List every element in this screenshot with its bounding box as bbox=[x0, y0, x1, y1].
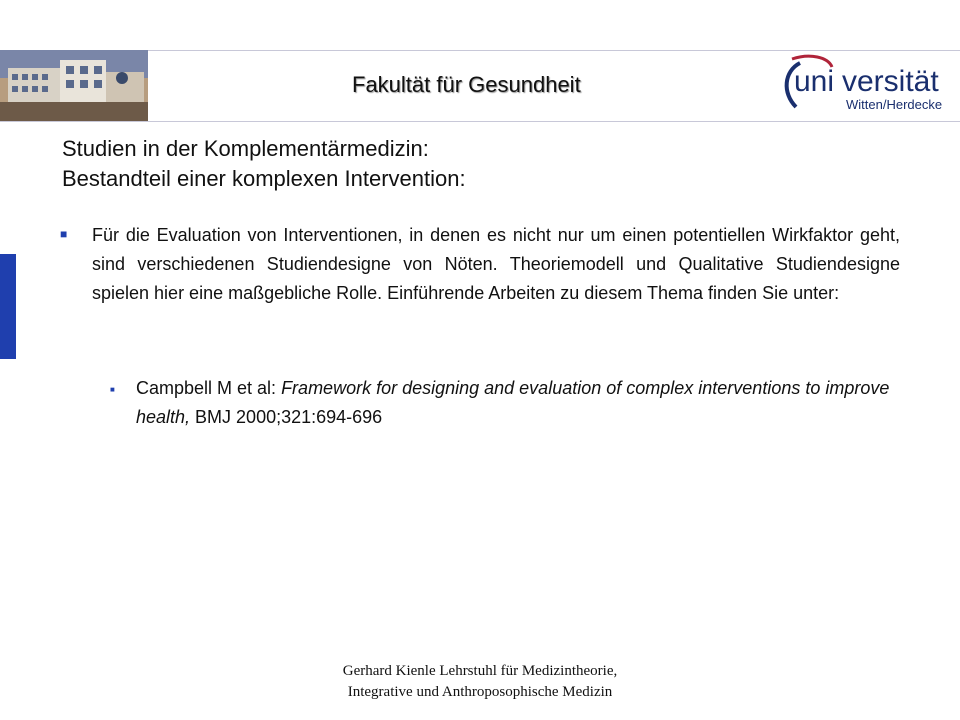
accent-side-bar bbox=[0, 254, 16, 359]
campus-building-photo bbox=[0, 50, 148, 121]
footer bbox=[250, 661, 710, 703]
small-square-bullet-icon: ■ bbox=[110, 385, 115, 394]
slide-title bbox=[62, 134, 466, 194]
faculty-title: Fakultät für Gesundheit bbox=[352, 72, 581, 97]
slide-title-line2: Bestandteil einer komplexen Intervention: bbox=[62, 166, 466, 191]
header-bottom-rule bbox=[0, 121, 960, 122]
bullet-main-text: Für die Evaluation von Interventionen, in denen es nicht nur um einen potentiellen Wirkfaktor geht, sind verschiedenen Studiendesigne von Nöten. Theoriemodell und Qualitative Studiendesigne spielen hier eine maßgebliche Rolle. Einführende Arbeiten zu diesem Thema finden Sie unter: bbox=[92, 225, 900, 303]
footer-line2: Integrative und Anthroposophische Medizin bbox=[347, 684, 613, 700]
reference-journal: BMJ 2000;321:694-696 bbox=[190, 407, 383, 427]
logo-city-text: Witten/Herdecke bbox=[846, 97, 943, 112]
reference-title: Framework for designing and evaluation of complex interventions to improve health, bbox=[136, 378, 890, 427]
logo-uni-text: uni bbox=[794, 65, 835, 98]
footer-line1: Gerhard Kienle Lehrstuhl für Medizintheorie, bbox=[342, 663, 618, 679]
slide-title-line1: Studien in der Komplementärmedizin: bbox=[62, 136, 429, 161]
reference-item bbox=[136, 374, 906, 432]
square-bullet-icon: ■ bbox=[60, 227, 68, 241]
reference-author: Campbell M et al: bbox=[136, 378, 282, 398]
university-logo bbox=[780, 53, 950, 117]
header-top-rule bbox=[148, 50, 960, 51]
logo-versitaet-text: versität bbox=[842, 65, 939, 98]
